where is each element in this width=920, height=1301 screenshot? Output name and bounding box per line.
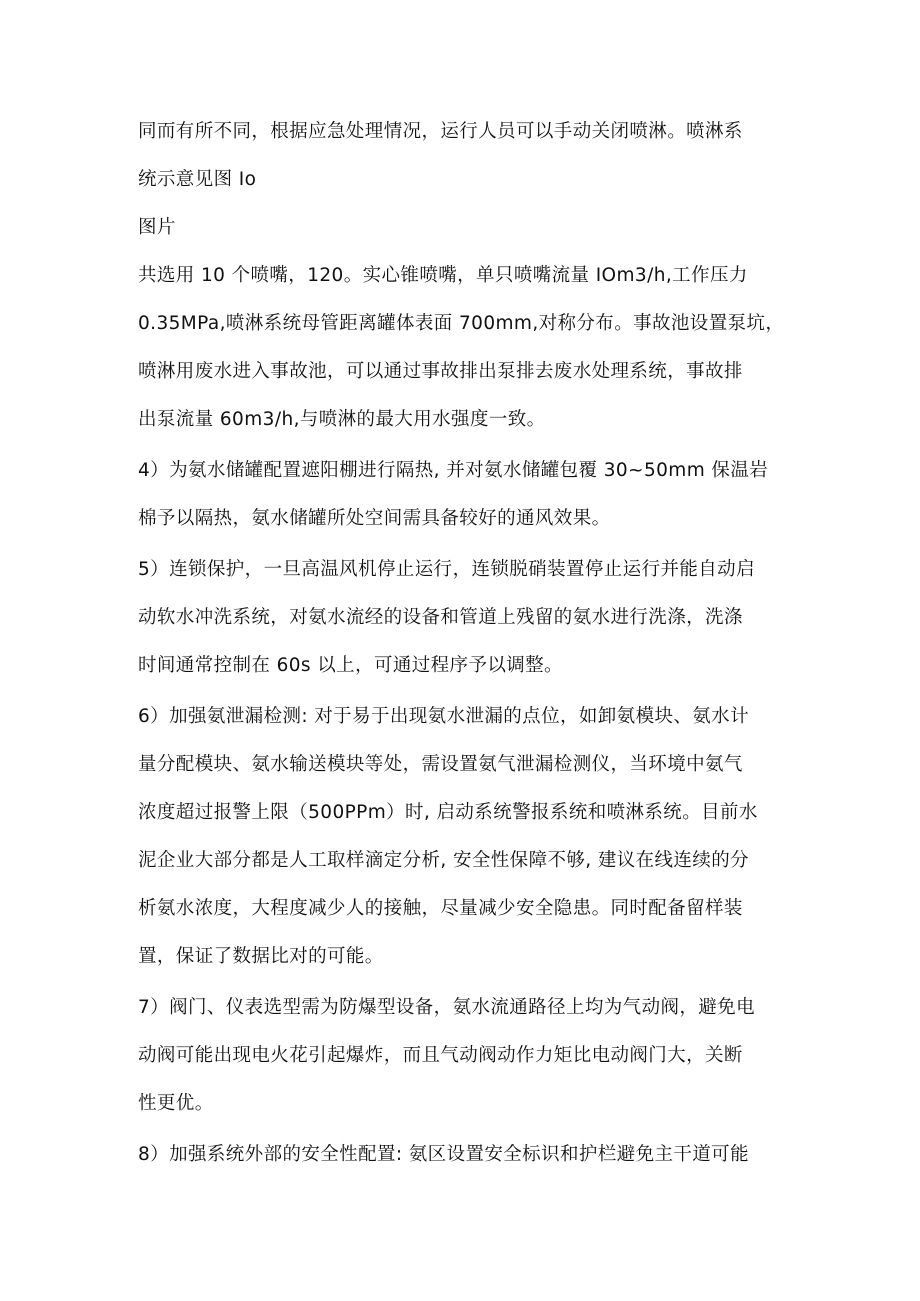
text-line: 0.35MPa,喷淋系统母管距离罐体表面 700mm,对称分布。事故池设置泵坑， xyxy=(138,313,785,334)
text-line: 同而有所不同，根据应急处理情况，运行人员可以手动关闭喷淋。喷淋系 xyxy=(138,121,743,142)
text-line: 5）连锁保护，一旦高温风机停止运行，连锁脱硝装置停止运行并能自动启 xyxy=(138,559,755,580)
text-line: 统示意见图 Io xyxy=(138,169,257,190)
text-line: 6）加强氨泄漏检测: 对于易于出现氨水泄漏的点位，如卸氨模块、氨水计 xyxy=(138,706,749,727)
text-line: 出泵流量 60m3∕h,与喷淋的最大用水强度一致。 xyxy=(138,409,546,430)
text-line: 置，保证了数据比对的可能。 xyxy=(138,946,384,967)
text-line: 时间通常控制在 60s 以上，可通过程序予以调整。 xyxy=(138,655,563,676)
text-line: 棉予以隔热，氨水储罐所处空间需具备较好的通风效果。 xyxy=(138,508,611,529)
text-line: 8）加强系统外部的安全性配置: 氨区设置安全标识和护栏避免主干道可能 xyxy=(138,1144,749,1165)
text-line: 4）为氨水储罐配置遮阳棚进行隔热, 并对氨水储罐包覆 30~50mm 保温岩 xyxy=(138,460,769,481)
text-line: 喷淋用废水进入事故池，可以通过事故排出泵排去废水处理系统，事故排 xyxy=(138,361,743,382)
text-line: 动软水冲洗系统，对氨水流经的设备和管道上残留的氨水进行洗涤，洗涤 xyxy=(138,607,743,628)
image-placeholder-label: 图片 xyxy=(138,217,176,238)
text-line: 7）阀门、仪表选型需为防爆型设备，氨水流通路径上均为气动阀，避免电 xyxy=(138,997,755,1018)
text-line: 浓度超过报警上限（500PPm）时, 启动系统警报系统和喷淋系统。目前水 xyxy=(138,802,758,823)
text-line: 性更优。 xyxy=(138,1093,214,1114)
text-line: 析氨水浓度，大程度减少人的接触，尽量减少安全隐患。同时配备留样装 xyxy=(138,898,743,919)
text-line: 动阀可能出现电火花引起爆炸，而且气动阀动作力矩比电动阀门大，关断 xyxy=(138,1045,743,1066)
text-line: 泥企业大部分都是人工取样滴定分析, 安全性保障不够, 建议在线连续的分 xyxy=(138,850,750,871)
text-line: 共选用 10 个喷嘴，120。实心锥喷嘴，单只喷嘴流量 IOm3∕h,工作压力 xyxy=(138,265,748,286)
text-line: 量分配模块、氨水输送模块等处，需设置氨气泄漏检测仪，当环境中氨气 xyxy=(138,754,743,775)
